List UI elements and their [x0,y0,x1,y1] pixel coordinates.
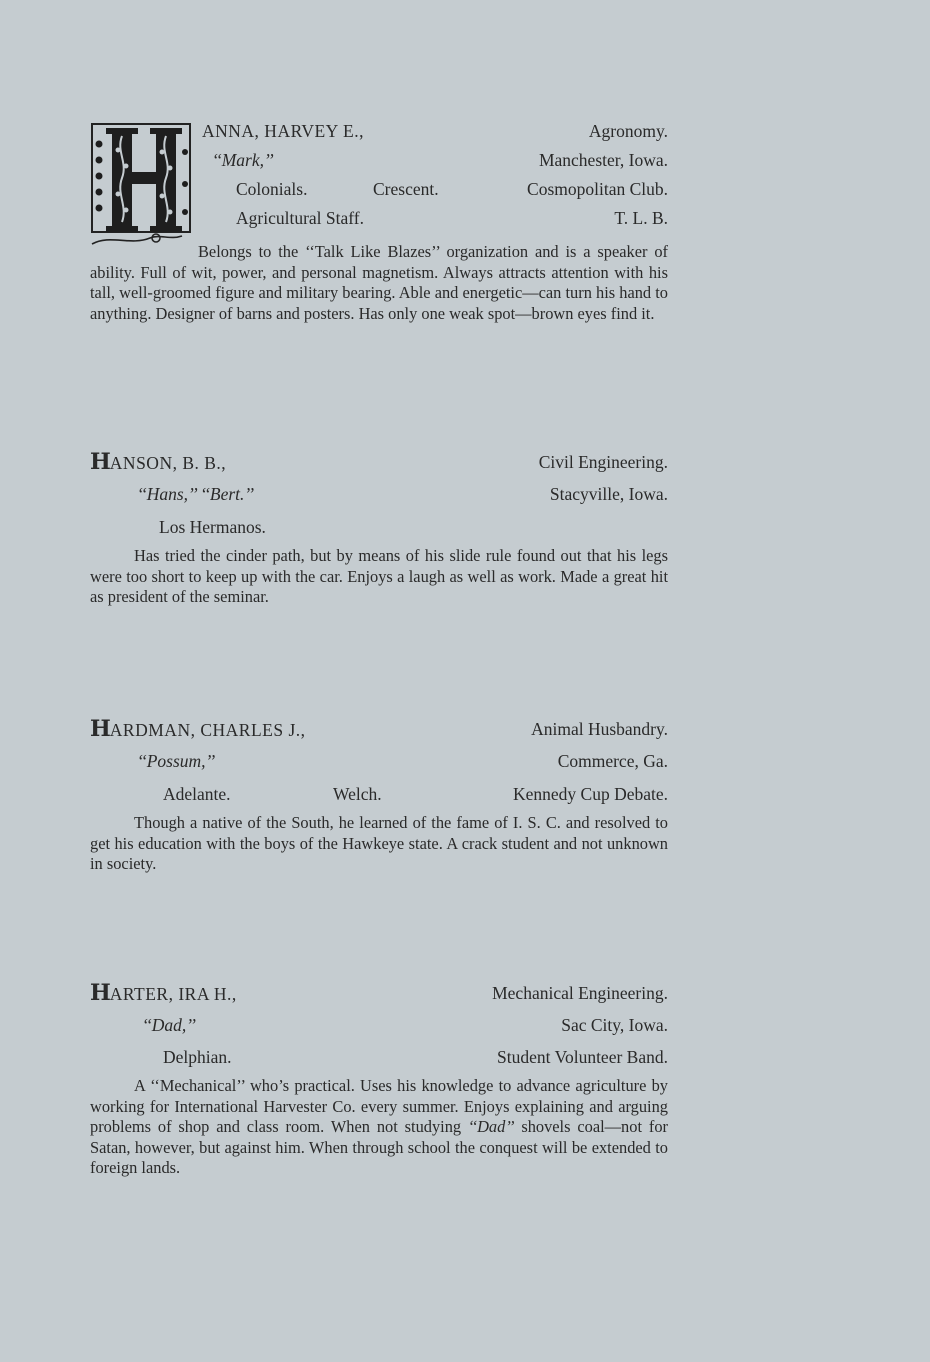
biography: Has tried the cinder path, but by means of his slide rule found out that his legs were too short to keep up with the car. Enjoys a laugh as well as work. Made a great hit as president of the seminar. [90,546,668,607]
organization: Cosmopolitan Club. [527,179,668,199]
blackletter-initial: H [90,980,110,1006]
entry-hanna [90,117,668,324]
student-name: HANSON, B. B., [90,449,227,475]
entry-nickname-row [90,146,668,175]
organization: Agricultural Staff. [236,208,364,228]
student-name: ANNA, HARVEY E., [202,121,364,141]
nickname: ‘‘Possum,’’ [137,751,216,771]
entry-header-row [90,117,668,146]
entry-orgs-row [90,1043,668,1075]
nickname: ‘‘Dad,’’ [142,1015,196,1035]
entry-nickname-row [90,1011,668,1043]
organization: Colonials. [236,179,308,199]
organization: T. L. B. [614,208,668,228]
blackletter-initial: H [90,449,110,475]
biography: A ‘‘Mechanical’’ who’s practical. Uses his knowledge to advance agriculture by working for International Harvester Co. every summer. Enjoys explaining and arguing problems of shop and class room. When not studying ‘‘Dad’’ shovels coal—not for Satan, however, but against him. When through school the conquest will be extended to foreign lands. [90,1076,668,1178]
organization: Delphian. [163,1047,232,1067]
entry-hanson [90,448,668,608]
department: Mechanical Engineering. [492,983,668,1003]
nickname: ‘‘Mark,’’ [212,150,274,170]
biography: Though a native of the South, he learned of the fame of I. S. C. and resolved to get his education with the boys of the Hawkeye state. A crack student and not unknown in society. [90,813,668,874]
entry-header-row [90,979,668,1011]
biography: Belongs to the ‘‘Talk Like Blazes’’ organization and is a speaker of ability. Full of wit, power, and personal magnetism. Always attracts attention with his tall, well-groomed figure and military bearing. Able and energetic—can turn his hand to anything. Designer of barns and posters. Has only one weak spot—brown eyes find it. [90,242,668,323]
department: Agronomy. [588,121,668,141]
entry-harter [90,979,668,1179]
organization: Crescent. [373,179,439,199]
student-name: HARDMAN, CHARLES J., [90,716,306,742]
hometown: Manchester, Iowa. [538,150,668,170]
organization: Kennedy Cup Debate. [512,784,668,804]
hometown: Sac City, Iowa. [561,1015,668,1035]
entry-orgs-row [90,175,668,204]
entry-orgs-row [90,513,668,545]
organization: Adelante. [163,784,231,804]
organization: Welch. [333,784,382,804]
entry-hardman [90,715,668,875]
department: Civil Engineering. [538,452,668,472]
entry-orgs-row [90,780,668,812]
department: Animal Husbandry. [531,719,668,739]
entry-header-row [90,715,668,747]
entry-nickname-row [90,747,668,780]
entry-nickname-row [90,480,668,513]
organization: Los Hermanos. [159,517,266,537]
hometown: Commerce, Ga. [557,751,668,771]
student-name: HARTER, IRA H., [90,980,237,1006]
nickname: ‘‘Hans,’’ ‘‘Bert.’’ [137,484,255,504]
entry-header-row [90,448,668,480]
entry-orgs-row [90,204,668,233]
hometown: Stacyville, Iowa. [549,484,668,504]
nickname-inline: ‘‘Dad’’ [468,1117,515,1137]
organization: Student Volunteer Band. [497,1047,668,1067]
blackletter-initial: H [90,716,110,742]
